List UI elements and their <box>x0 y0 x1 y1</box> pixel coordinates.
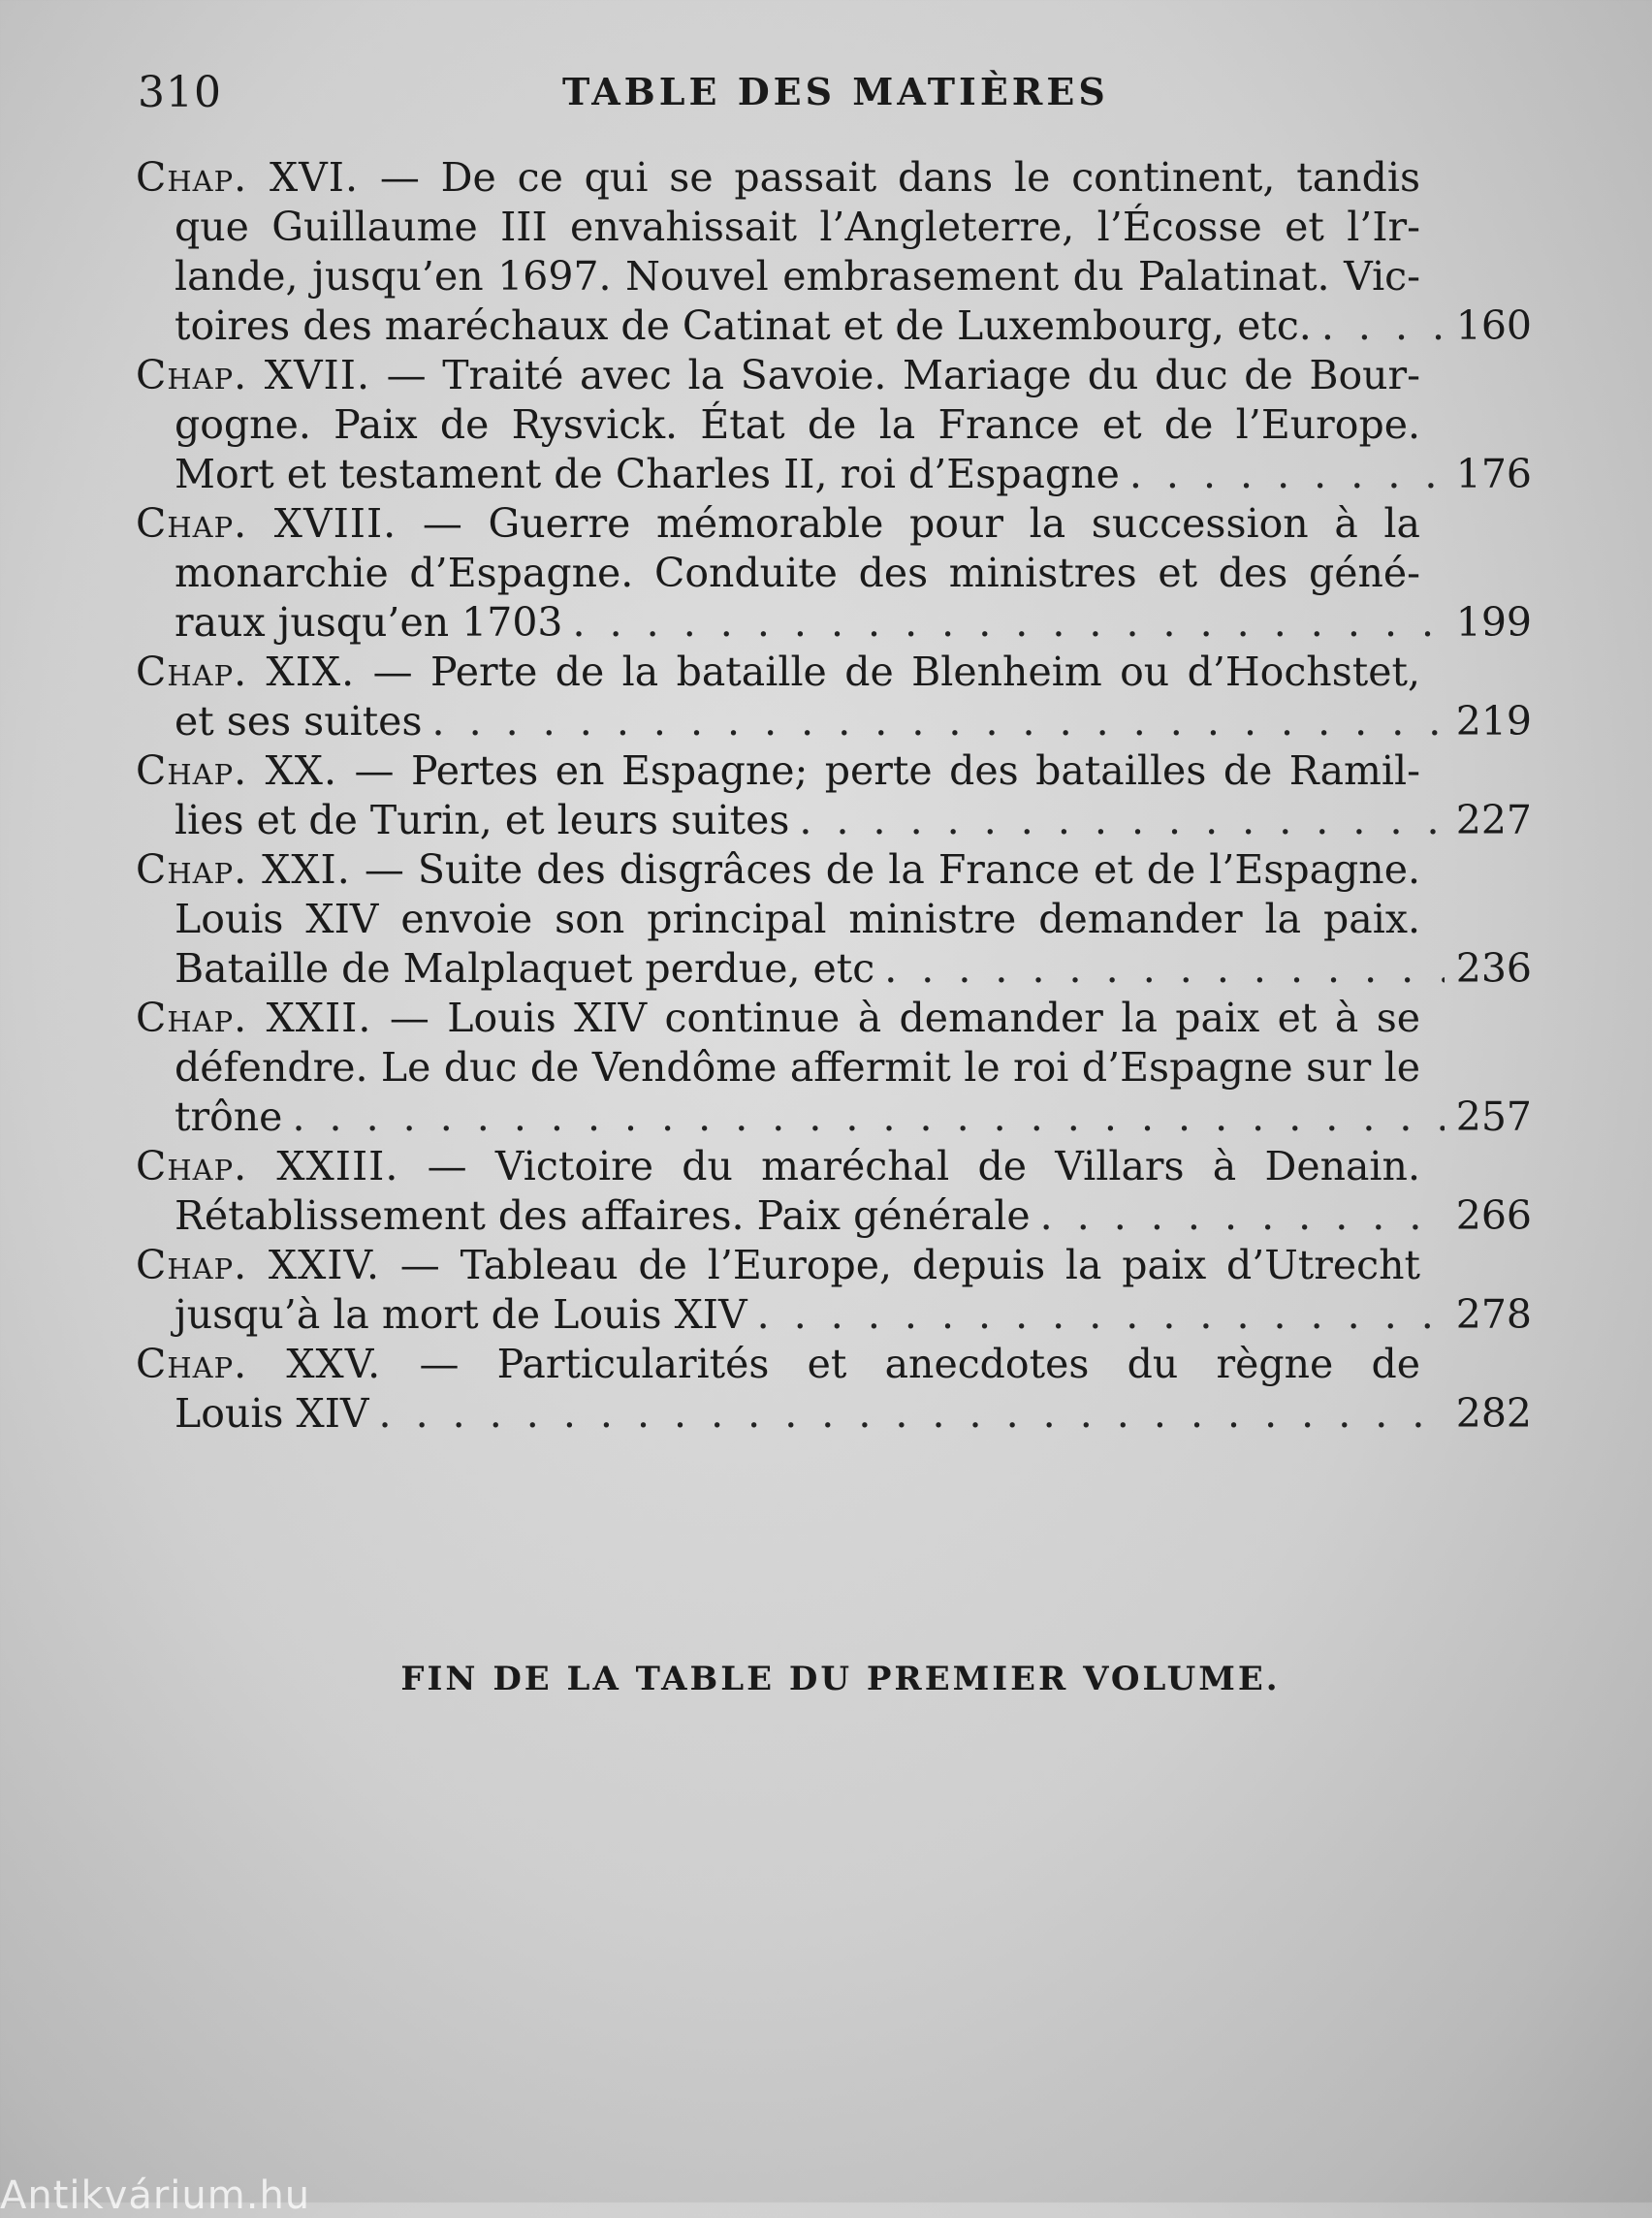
toc-entry <box>136 499 1532 648</box>
toc-entry-last-line <box>136 450 1532 499</box>
toc-entry-last-line <box>136 598 1532 648</box>
chapter-label: Chap. XXII. <box>136 995 372 1041</box>
chapter-summary-text: lande, jusqu’en 1697. Nouvel embrasement du Palatinat. Vic- <box>175 253 1420 300</box>
chapter-page-number: 227 <box>1455 797 1532 843</box>
chapter-summary-text: trône <box>175 1093 283 1140</box>
watermark: Antikvárium.hu <box>0 2173 311 2218</box>
chapter-summary-text: jusqu’à la mort de Louis XIV <box>175 1291 747 1338</box>
toc-entry-last-line <box>136 697 1532 746</box>
toc-entry-last-line <box>136 1389 1532 1439</box>
chapter-summary-text: défendre. Le duc de Vendôme affermit le roi d’Espagne sur le <box>175 1044 1420 1091</box>
toc-entry-line <box>136 1043 1420 1093</box>
chapter-label: Chap. XXIV. <box>136 1242 380 1288</box>
toc-entry <box>136 746 1532 845</box>
chapter-summary-text: — Suite des disgrâces de la France et de l’Espagne. <box>364 846 1420 893</box>
chapter-page-number: 176 <box>1455 451 1532 497</box>
toc-entry <box>136 648 1532 746</box>
toc-entry-line <box>136 746 1420 796</box>
chapter-page-number: 278 <box>1455 1291 1532 1338</box>
chapter-page-number: 219 <box>1455 698 1532 745</box>
chapter-summary-text: — Louis XIV continue à demander la paix et à se <box>389 995 1420 1041</box>
toc-entry-line <box>136 895 1420 944</box>
chapter-summary-text: — Pertes en Espagne; perte des batailles de Ramil- <box>354 747 1420 794</box>
toc-entry-last-line <box>136 796 1532 845</box>
chapter-summary-text: — Particularités et anecdotes du règne de <box>419 1341 1420 1387</box>
chapter-label: Chap. XVII. <box>136 352 370 398</box>
dot-leader <box>884 944 1445 994</box>
chapter-summary-text: gogne. Paix de Rysvick. État de la France et de l’Europe. <box>175 401 1420 448</box>
toc-entry-last-line <box>136 1290 1532 1340</box>
dot-leader <box>379 1389 1446 1439</box>
toc-entry-last-line <box>136 301 1532 351</box>
chapter-label: Chap. XXV. <box>136 1341 382 1387</box>
chapter-page-number: 236 <box>1455 945 1532 992</box>
toc-entry <box>136 351 1532 499</box>
chapter-page-number: 266 <box>1455 1192 1532 1239</box>
chapter-summary-text: et ses suites <box>175 698 423 745</box>
toc-entry-line <box>136 153 1420 203</box>
chapter-label: Chap. XVI. <box>136 154 360 201</box>
chapter-summary-text: lies et de Turin, et leurs suites <box>175 797 790 843</box>
toc-entry <box>136 1142 1532 1241</box>
dot-leader <box>1321 301 1445 351</box>
chapter-summary-text: — Guerre mémorable pour la succession à la <box>422 500 1420 547</box>
chapter-page-number: 199 <box>1455 599 1532 646</box>
chapter-page-number: 160 <box>1455 302 1532 349</box>
chapter-label: Chap. XVIII. <box>136 500 397 547</box>
toc-entry-line <box>136 845 1420 895</box>
chapter-summary-text: — Traité avec la Savoie. Mariage du duc de Bour- <box>386 352 1420 398</box>
chapter-summary-text: — Perte de la bataille de Blenheim ou d’Hochstet, <box>372 649 1420 695</box>
chapter-summary-text: — Tableau de l’Europe, depuis la paix d’Utrecht <box>399 1242 1420 1288</box>
toc-entry <box>136 994 1532 1142</box>
toc-entry-line <box>136 1340 1420 1389</box>
running-head: TABLE DES MATIÈRES <box>562 70 1109 113</box>
chapter-summary-text: Rétablissement des affaires. Paix générale <box>175 1192 1031 1239</box>
chapter-summary-text: — De ce qui se passait dans le continent, tandis <box>379 154 1420 201</box>
chapter-summary-text: que Guillaume III envahissait l’Angleterre, l’Écosse et l’Ir- <box>175 204 1420 250</box>
toc-entry-line <box>136 994 1420 1043</box>
toc-entry <box>136 1241 1532 1340</box>
toc-entry-line <box>136 499 1420 549</box>
toc-entry <box>136 153 1532 351</box>
toc-entry-line <box>136 203 1420 252</box>
toc-entry-last-line <box>136 1093 1532 1142</box>
chapter-summary-text: monarchie d’Espagne. Conduite des ministres et des géné- <box>175 550 1420 596</box>
chapter-summary-text: raux jusqu’en 1703 <box>175 599 563 646</box>
end-note: FIN DE LA TABLE DU PREMIER VOLUME. <box>400 1660 1281 1698</box>
table-of-contents <box>136 153 1532 1439</box>
toc-entry-line <box>136 549 1420 598</box>
chapter-summary-text: toires des maréchaux de Catinat et de Luxembourg, etc. <box>175 302 1312 349</box>
chapter-page-number: 257 <box>1455 1093 1532 1140</box>
chapter-label: Chap. XXI. <box>136 846 351 893</box>
toc-entry-line <box>136 648 1420 697</box>
dot-leader <box>1040 1191 1445 1241</box>
dot-leader <box>799 796 1445 845</box>
dot-leader <box>757 1290 1445 1340</box>
chapter-summary-text: Louis XIV envoie son principal ministre demander la paix. <box>175 896 1420 942</box>
dot-leader <box>432 697 1446 746</box>
chapter-summary-text: Louis XIV <box>175 1390 369 1437</box>
chapter-summary-text: Bataille de Malplaquet perdue, etc <box>175 945 875 992</box>
toc-entry <box>136 1340 1532 1439</box>
page-number: 310 <box>138 68 222 117</box>
dot-leader <box>292 1093 1445 1142</box>
chapter-page-number: 282 <box>1455 1390 1532 1437</box>
toc-entry-line <box>136 351 1420 400</box>
toc-entry-last-line <box>136 1191 1532 1241</box>
toc-entry <box>136 845 1532 994</box>
chapter-label: Chap. XIX. <box>136 649 356 695</box>
toc-entry-line <box>136 400 1420 450</box>
toc-entry-last-line <box>136 944 1532 994</box>
chapter-summary-text: — Victoire du maréchal de Villars à Denain. <box>427 1143 1420 1189</box>
toc-entry-line <box>136 1142 1420 1191</box>
dot-leader <box>1129 450 1445 499</box>
chapter-label: Chap. XX. <box>136 747 338 794</box>
toc-entry-line <box>136 1241 1420 1290</box>
dot-leader <box>573 598 1446 648</box>
chapter-summary-text: Mort et testament de Charles II, roi d’Espagne <box>175 451 1120 497</box>
toc-entry-line <box>136 252 1420 301</box>
chapter-label: Chap. XXIII. <box>136 1143 399 1189</box>
